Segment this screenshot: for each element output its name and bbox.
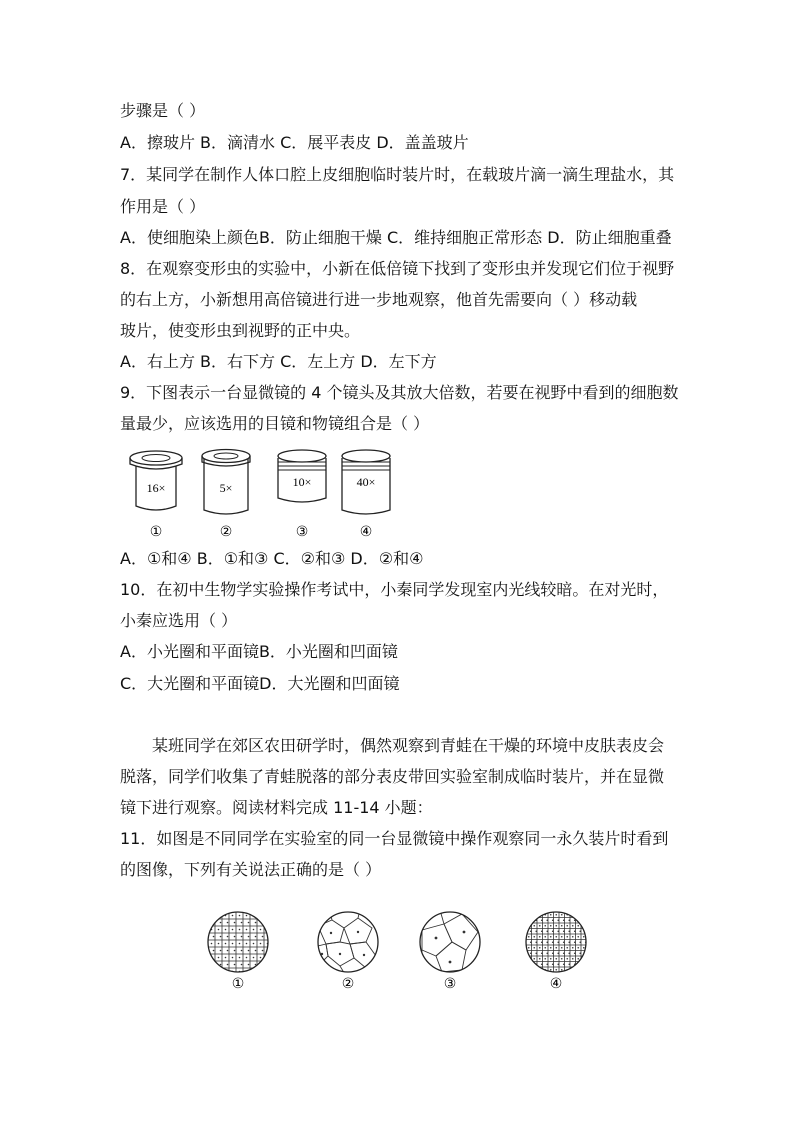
view-number: ③: [443, 976, 457, 992]
lens-label: 10×: [292, 475, 312, 489]
text-line: 玻片，使变形虫到视野的正中央。: [120, 321, 361, 340]
text-line: 作用是（ ）: [120, 197, 206, 216]
text-line: C．大光圈和平面镜D．大光圈和凹面镜: [120, 674, 400, 693]
text-line: 量最少，应该选用的目镜和物镜组合是（ ）: [120, 414, 430, 433]
view-number: ①: [231, 976, 245, 992]
text-line: 小秦应选用（ ）: [120, 611, 238, 630]
text-line: A．右上方 B．右下方 C．左上方 D．左下方: [120, 352, 437, 371]
lens-number: ④: [359, 524, 373, 540]
lens-number: ①: [149, 524, 163, 540]
question-9: 9．下图表示一台显微镜的 4 个镜头及其放大倍数，若要在视野中看到的细胞数: [120, 383, 679, 402]
lens-number: ③: [295, 524, 309, 540]
question-7: 7．某同学在制作人体口腔上皮细胞临时装片时，在载玻片滴一滴生理盐水，其: [120, 165, 675, 184]
view-3-cells: [420, 910, 480, 972]
view-2-cells: [318, 910, 378, 976]
question-8: 8．在观察变形虫的实验中，小新在低倍镜下找到了变形虫并发现它们位于视野: [120, 259, 675, 278]
text-line: A．使细胞染上颜色B．防止细胞干燥 C．维持细胞正常形态 D．防止细胞重叠: [120, 228, 672, 247]
microscope-views-figure: [200, 906, 600, 994]
microscope-lens-figure: [124, 444, 394, 544]
text-line: 的图像，下列有关说法正确的是（ ）: [120, 860, 382, 879]
text-line: A．小光圈和平面镜B．小光圈和凹面镜: [120, 642, 398, 661]
lens-label: 16×: [146, 481, 166, 495]
view-number: ②: [341, 976, 355, 992]
text-line: A．①和④ B．①和③ C．②和③ D．②和④: [120, 549, 424, 568]
view-number: ④: [549, 976, 563, 992]
text-line: 步骤是（ ）: [120, 101, 206, 120]
text-line: A．擦玻片 B．滴清水 C．展平表皮 D．盖盖玻片: [120, 133, 469, 152]
lens-label: 40×: [356, 475, 376, 489]
reading-material: 某班同学在郊区农田研学时，偶然观察到青蛙在干燥的环境中皮肤表皮会: [152, 736, 665, 755]
question-11: 11．如图是不同同学在实验室的同一台显微镜中操作观察同一永久装片时看到: [120, 829, 669, 848]
question-10: 10．在初中生物学实验操作考试中，小秦同学发现室内光线较暗。在对光时，: [120, 580, 669, 599]
view-4-grid: [526, 912, 587, 972]
text-line: 的右上方，小新想用高倍镜进行进一步地观察，他首先需要向（ ）移动载: [120, 290, 638, 309]
view-1-grid: [208, 912, 268, 972]
text-line: 镜下进行观察。阅读材料完成 11-14 小题：: [120, 798, 433, 817]
lens-number: ②: [219, 524, 233, 540]
lens-label: 5×: [219, 481, 233, 495]
text-line: 脱落，同学们收集了青蛙脱落的部分表皮带回实验室制成临时装片，并在显微: [120, 767, 665, 786]
